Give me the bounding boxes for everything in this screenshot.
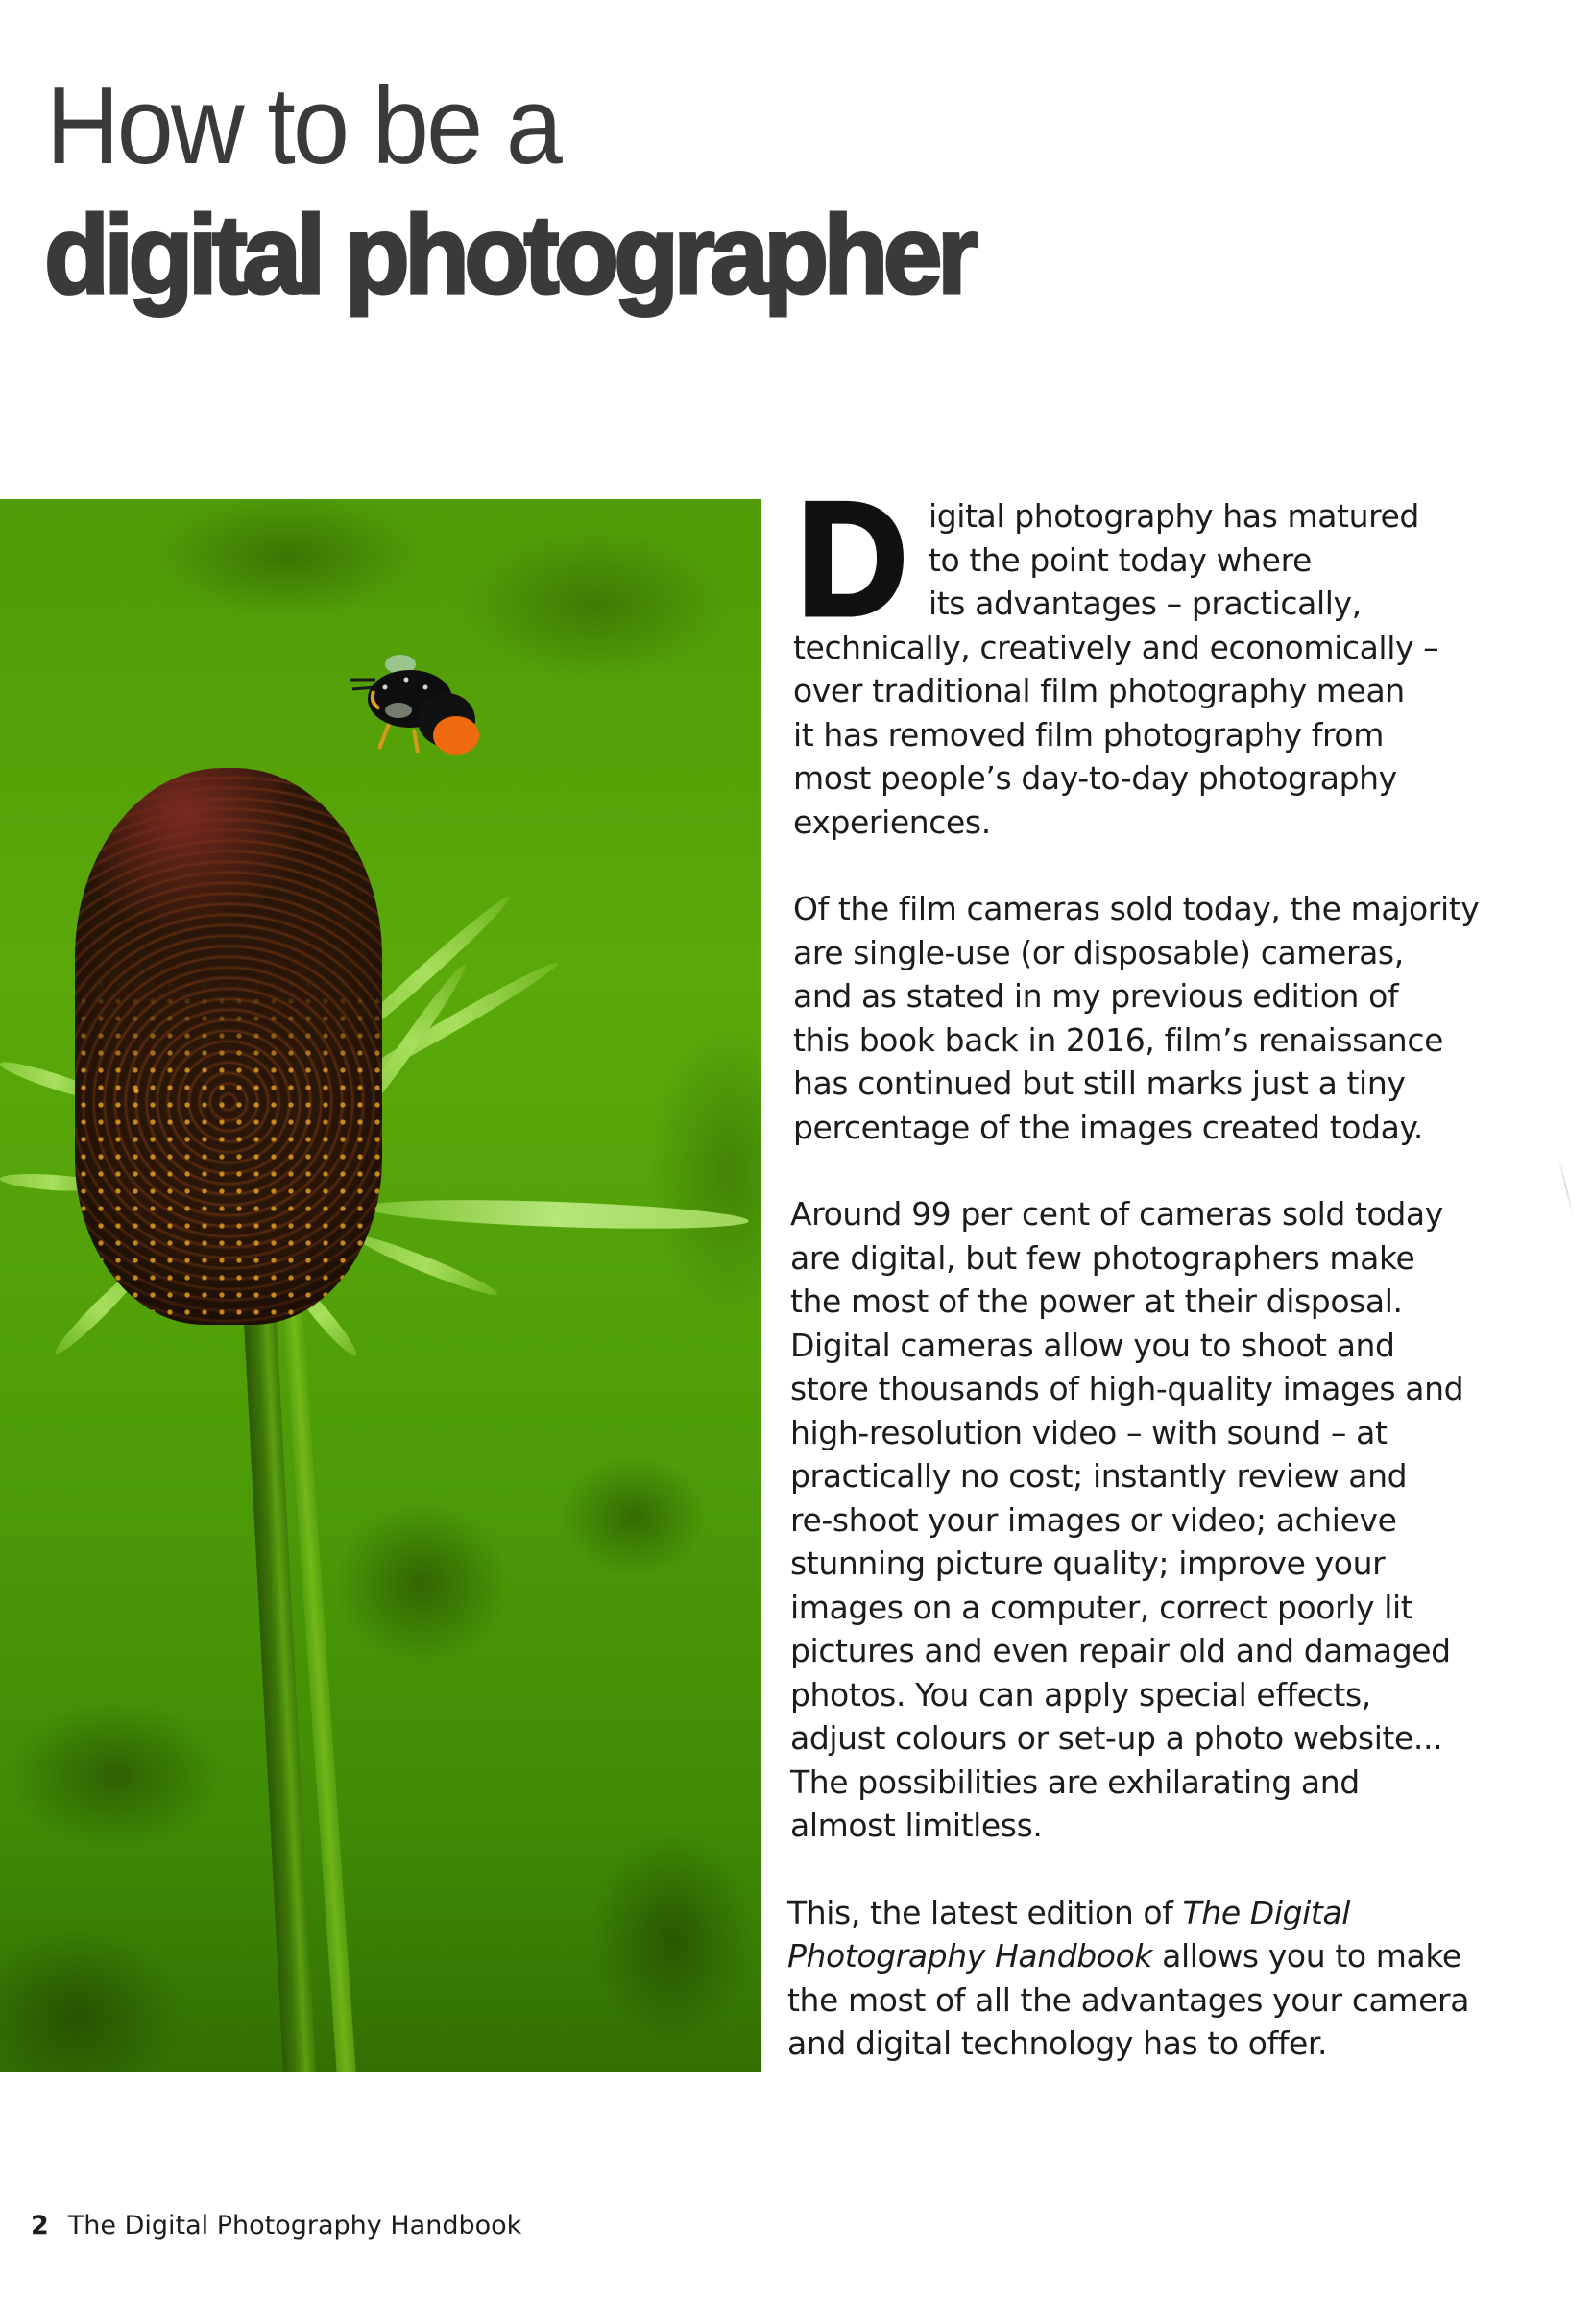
headline-line-1: How to be a <box>46 65 561 187</box>
text-line: its advantages – practically, <box>928 585 1362 622</box>
petal <box>352 1230 500 1302</box>
text-line: most people’s day-to-day photography <box>793 759 1397 797</box>
scan-artifact <box>1557 1158 1575 1219</box>
paragraph-3 <box>790 1192 1484 1848</box>
bee-and-coneflower-photo <box>0 499 761 2072</box>
text-line: and digital technology has to offer. <box>787 2025 1328 2062</box>
text-line: images on a computer, correct poorly lit <box>790 1588 1413 1626</box>
text-line: high-resolution video – with sound – at <box>790 1413 1388 1451</box>
text-line: re-shoot your images or video; achieve <box>790 1500 1397 1539</box>
running-footer-title: The Digital Photography Handbook <box>67 2211 522 2240</box>
text-line: the most of the power at their disposal. <box>790 1282 1403 1320</box>
text-line <box>787 1891 1484 1935</box>
drop-cap: D <box>797 468 907 649</box>
text-line: it has removed film photography from <box>793 715 1384 754</box>
text-line: are single-use (or disposable) cameras, <box>793 933 1404 971</box>
text-line: pictures and even repair old and damaged <box>790 1632 1451 1669</box>
text-line: this book back in 2016, film’s renaissance <box>793 1020 1443 1059</box>
text-line: almost limitless. <box>790 1807 1043 1844</box>
coneflower-pollen-dots <box>75 768 382 1325</box>
paragraph-1 <box>793 468 1484 844</box>
text-line: Around 99 per cent of cameras sold today <box>790 1195 1443 1233</box>
text-line: the most of all the advantages your camera <box>787 1980 1470 2019</box>
text-line: and as stated in my previous edition of <box>793 977 1399 1015</box>
text-line: experiences. <box>793 803 991 841</box>
petal <box>365 1195 750 1234</box>
page-footer <box>31 2210 521 2242</box>
text-line: The possibilities are exhilarating and <box>790 1762 1360 1801</box>
book-title-italic: The Digital <box>1182 1893 1351 1931</box>
text-line: adjust colours or set-up a photo website... <box>790 1719 1443 1757</box>
text-line: photos. You can apply special effects, <box>790 1675 1371 1713</box>
text-line: technically, creatively and economically – <box>793 628 1439 666</box>
text-line: stunning picture quality; improve your <box>790 1545 1386 1582</box>
text-line: percentage of the images created today. <box>793 1108 1423 1146</box>
text-line: store thousands of high-quality images and <box>790 1370 1464 1407</box>
text-line: to the point today where <box>928 540 1312 579</box>
bumblebee-icon <box>350 653 485 768</box>
text-run: This, the latest edition of <box>787 1893 1183 1931</box>
text-line: Digital cameras allow you to shoot and <box>790 1326 1395 1364</box>
text-line: Of the film cameras sold today, the majority <box>793 890 1480 927</box>
paragraph-2 <box>793 887 1484 1149</box>
book-title-italic: Photography Handbook <box>787 1937 1153 1975</box>
text-line: practically no cost; instantly review and <box>790 1457 1408 1495</box>
page-number: 2 <box>31 2211 49 2240</box>
paragraph-4 <box>787 1891 1484 2066</box>
text-line: are digital, but few photographers make <box>790 1238 1415 1277</box>
text-line <box>787 1934 1484 1978</box>
text-line: igital photography has matured <box>928 497 1419 535</box>
text-line: over traditional film photography mean <box>793 672 1405 709</box>
text-line: has continued but still marks just a tiny <box>793 1065 1406 1102</box>
text-run: allows you to make <box>1152 1937 1461 1975</box>
headline-line-2: digital photographer <box>44 192 974 317</box>
body-text-column <box>787 468 1484 2109</box>
